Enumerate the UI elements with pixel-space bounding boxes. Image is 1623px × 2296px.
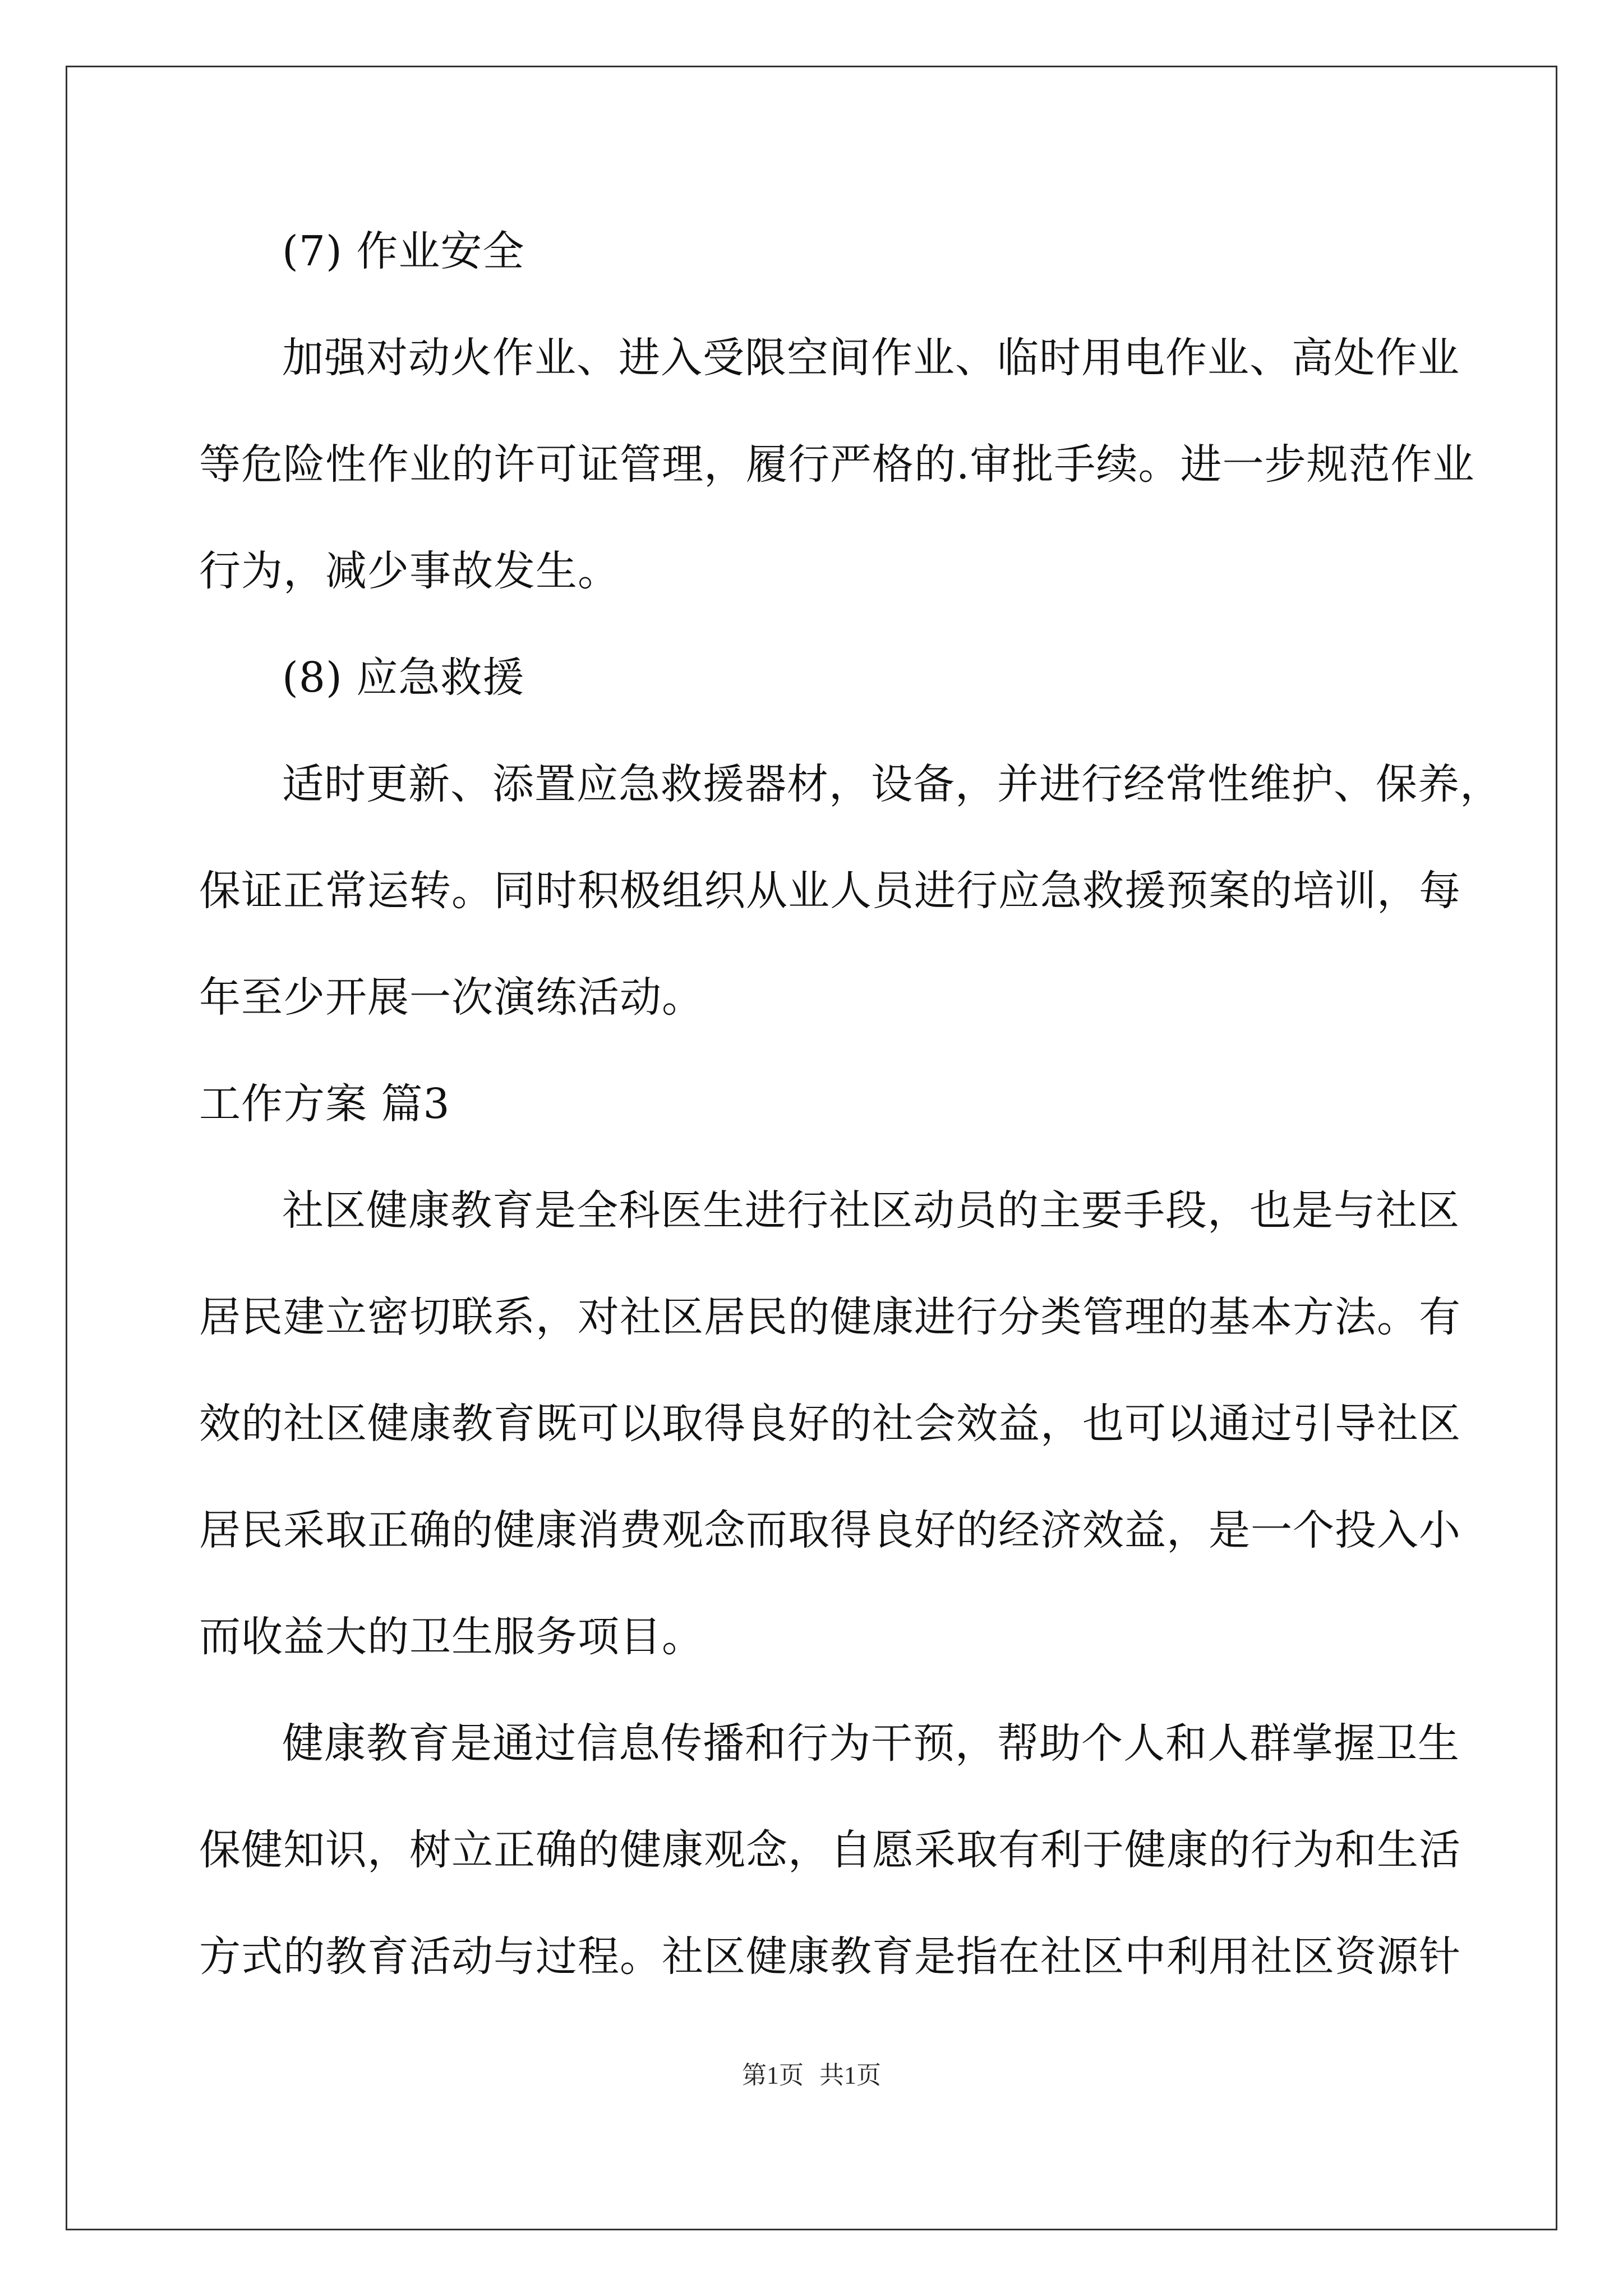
page-number-current: 第1页 bbox=[742, 2062, 804, 2089]
paragraph-line: 社区健康教育是全科医生进行社区动员的主要手段，也是与社区 bbox=[282, 1186, 1460, 1235]
subheading-emergency-rescue: (8) 应急救援 bbox=[282, 654, 525, 702]
paragraph-line: 适时更新、添置应急救援器材，设备，并进行经常性维护、保养， bbox=[282, 760, 1502, 808]
page-border bbox=[66, 66, 1557, 2230]
paragraph-line: 年至少开展一次演练活动。 bbox=[199, 973, 704, 1022]
page-number-total: 共1页 bbox=[819, 2062, 881, 2089]
paragraph-line: 居民建立密切联系，对社区居民的健康进行分类管理的基本方法。有 bbox=[199, 1293, 1461, 1341]
paragraph-line: 健康教育是通过信息传播和行为干预，帮助个人和人群掌握卫生 bbox=[282, 1719, 1460, 1768]
page-footer bbox=[0, 2059, 1623, 2092]
paragraph-line: 等危险性作业的许可证管理，履行严格的.审批手续。进一步规范作业 bbox=[199, 440, 1475, 489]
paragraph-line: 加强对动火作业、进入受限空间作业、临时用电作业、高处作业 bbox=[282, 334, 1460, 382]
paragraph-line: 效的社区健康教育既可以取得良好的社会效益，也可以通过引导社区 bbox=[199, 1400, 1461, 1448]
paragraph-line: 居民采取正确的健康消费观念而取得良好的经济效益，是一个投入小 bbox=[199, 1506, 1461, 1554]
paragraph-line: 保健知识，树立正确的健康观念，自愿采取有利于健康的行为和生活 bbox=[199, 1826, 1461, 1874]
paragraph-line: 保证正常运转。同时积极组织从业人员进行应急救援预案的培训，每 bbox=[199, 867, 1461, 915]
subheading-work-safety: (7) 作业安全 bbox=[282, 227, 525, 275]
section-heading: 工作方案 篇3 bbox=[199, 1080, 450, 1128]
paragraph-line: 行为，减少事故发生。 bbox=[199, 547, 620, 595]
paragraph-line: 方式的教育活动与过程。社区健康教育是指在社区中利用社区资源针 bbox=[199, 1932, 1461, 1981]
paragraph-line: 而收益大的卫生服务项目。 bbox=[199, 1613, 704, 1661]
